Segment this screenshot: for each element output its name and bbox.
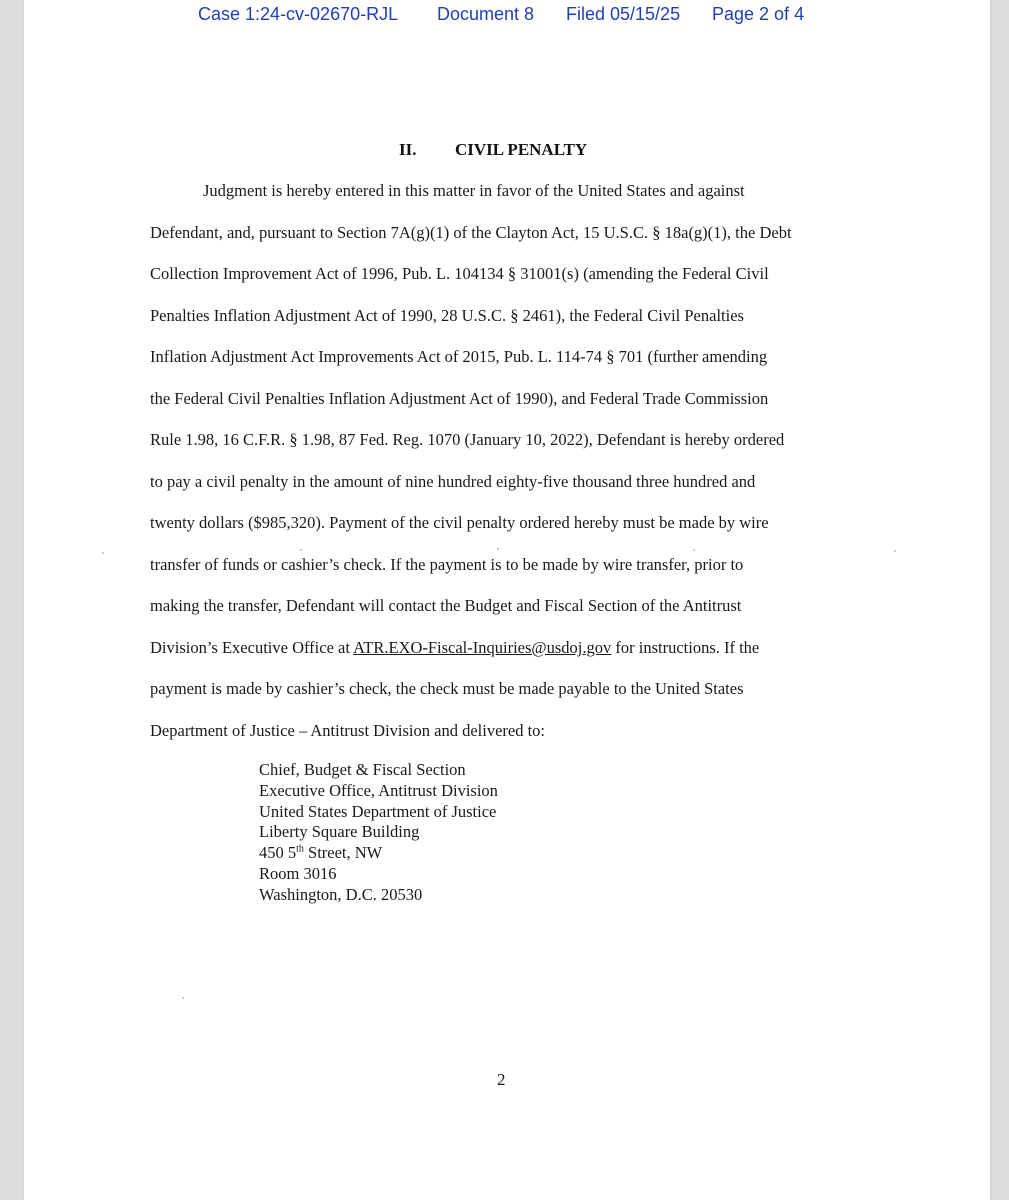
section-title: CIVIL PENALTY: [455, 140, 588, 159]
body-line-7: Rule 1.98, 16 C.F.R. § 1.98, 87 Fed. Reg. 1070 (January 10, 2022), Defendant is hereby ordered: [150, 430, 785, 449]
header-case-number: Case 1:24-cv-02670-RJL: [198, 4, 399, 24]
body-line-5: Inflation Adjustment Act Improvements Act of 2015, Pub. L. 114-74 § 701 (further amending: [150, 347, 768, 366]
address-street-name: Street, NW: [303, 843, 383, 863]
scan-speck: [300, 549, 302, 551]
address-line-6: Room 3016: [259, 863, 337, 883]
body-line-6: the Federal Civil Penalties Inflation Adjustment Act of 1990), and Federal Trade Commission: [150, 389, 769, 408]
body-line-12-tail: for instructions. If the: [611, 638, 760, 657]
body-line-1: Judgment is hereby entered in this matter in favor of the United States and against: [203, 181, 745, 200]
page-left-edge: [23, 0, 24, 1200]
body-line-8: to pay a civil penalty in the amount of nine hundred eighty-five thousand three hundred and: [150, 472, 756, 491]
address-line-3: United States Department of Justice: [259, 801, 497, 821]
body-line-3: Collection Improvement Act of 1996, Pub. L. 104134 § 31001(s) (amending the Federal Civil: [150, 264, 769, 283]
scan-speck: [182, 997, 184, 999]
scan-speck: [693, 549, 695, 551]
ecf-header: [0, 4, 1009, 26]
address-line-2: Executive Office, Antitrust Division: [259, 780, 498, 800]
address-line-5: [259, 843, 498, 864]
body-line-2: Defendant, and, pursuant to Section 7A(g)(1) of the Clayton Act, 15 U.S.C. § 18a(g)(1), the Debt: [150, 223, 792, 242]
page-right-edge: [990, 0, 991, 1200]
mailing-address: [259, 760, 498, 906]
body-line-12: [150, 638, 759, 658]
section-number: II.: [399, 140, 417, 159]
address-line-7: Washington, D.C. 20530: [259, 884, 423, 904]
scan-speck: [894, 550, 896, 552]
scan-speck: [497, 548, 499, 550]
body-line-13: payment is made by cashier’s check, the check must be made payable to the United States: [150, 679, 744, 698]
body-line-14: Department of Justice – Antitrust Division and delivered to:: [150, 721, 546, 740]
fiscal-inquiries-email-link[interactable]: ATR.EXO-Fiscal-Inquiries@usdoj.gov: [353, 638, 612, 657]
body-line-10: transfer of funds or cashier’s check. If the payment is to be made by wire transfer, prior to: [150, 555, 744, 574]
address-line-1: Chief, Budget & Fiscal Section: [259, 760, 466, 779]
header-filed-date: Filed 05/15/25: [566, 4, 681, 24]
body-line-9: twenty dollars ($985,320). Payment of the civil penalty ordered hereby must be made by wire: [150, 513, 769, 532]
address-street-number: 450 5: [259, 843, 297, 863]
page-number: 2: [497, 1070, 506, 1089]
body-line-12-text: Division’s Executive Office at: [150, 638, 354, 657]
body-line-11: making the transfer, Defendant will contact the Budget and Fiscal Section of the Antitrust: [150, 596, 742, 615]
scan-speck: [102, 552, 104, 554]
header-page-count: Page 2 of 4: [712, 4, 805, 24]
header-document-number: Document 8: [437, 4, 535, 24]
section-heading: [0, 140, 1009, 164]
address-ordinal-suffix: th: [296, 843, 304, 855]
address-line-4: Liberty Square Building: [259, 822, 420, 842]
body-line-4: Penalties Inflation Adjustment Act of 1990, 28 U.S.C. § 2461), the Federal Civil Penalties: [150, 306, 744, 325]
